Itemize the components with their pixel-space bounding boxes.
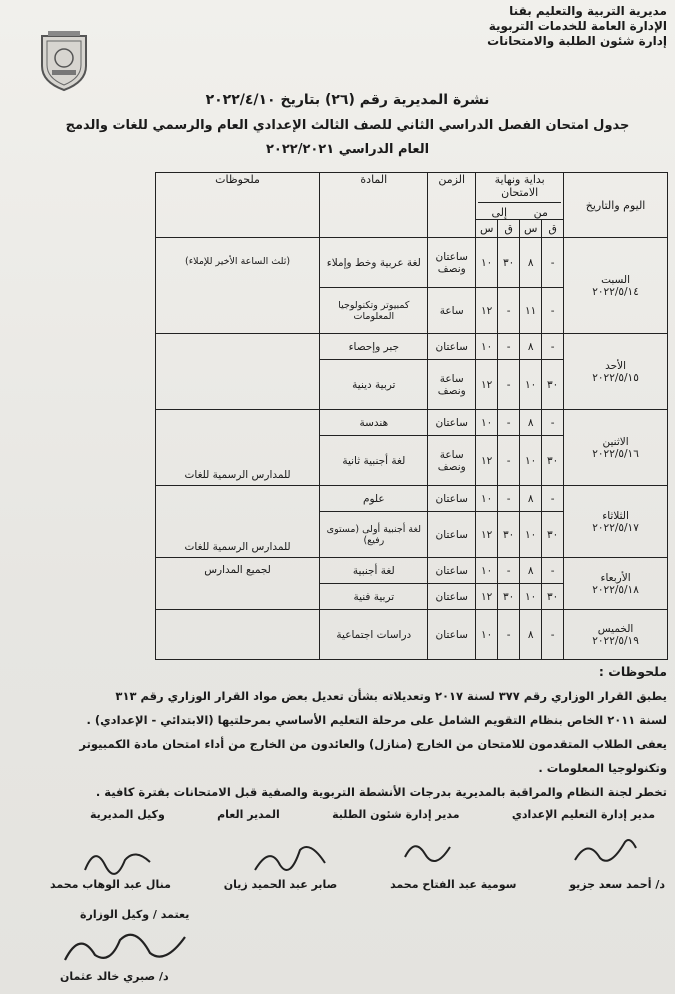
header-time: الزمن	[428, 173, 476, 238]
day-date: ٢٠٢٢/٥/١٤	[592, 285, 639, 298]
note-line: يعفى الطلاب المتقدمون للامتحان من الخارج (منازل) والعائدون من الخارج من أداء امتحان مادة الكمبيوتر	[79, 737, 667, 751]
duration: ساعتان	[428, 410, 476, 436]
subject: دراسات اجتماعية	[320, 610, 428, 660]
to-s: ١٠	[476, 238, 498, 288]
header-to: إلى	[491, 206, 508, 219]
day-cell	[564, 410, 668, 486]
to-q: ٣٠	[498, 584, 520, 610]
day-cell	[564, 334, 668, 410]
note-line: لسنة ٢٠١١ الخاص بنظام التقويم الشامل على مرحلة التعليم الأساسي بمرحلتيها (الابتدائي - الإعدادي) .	[86, 713, 667, 727]
from-q: -	[542, 410, 564, 436]
signer-name: منال عبد الوهاب محمد	[50, 878, 171, 891]
from-q: ٣٠	[542, 360, 564, 410]
note-line: وتكنولوجيا المعلومات .	[538, 761, 667, 775]
page-title: جدول امتحان الفصل الدراسي الثاني للصف الثالث الإعدادي العام والرسمي للغات والدمج	[65, 118, 630, 133]
table-row	[23, 610, 668, 660]
from-q: -	[542, 486, 564, 512]
duration: ساعة	[428, 288, 476, 334]
title-block	[40, 92, 655, 157]
note: للمدارس الرسمية للغات	[155, 410, 320, 486]
to-q: -	[498, 410, 520, 436]
from-s: ١٠	[520, 584, 542, 610]
title-deputy: وكيل المديرية	[90, 808, 165, 821]
from-s: ١٠	[520, 360, 542, 410]
subject: تربية فنية	[320, 584, 428, 610]
duration: ساعة ونصف	[428, 360, 476, 410]
ministry-emblem-icon	[38, 30, 90, 92]
duration: ساعتان	[428, 486, 476, 512]
subject: تربية دينية	[320, 360, 428, 410]
subject: لغة عربية وخط وإملاء	[320, 238, 428, 288]
day-date: ٢٠٢٢/٥/١٨	[592, 583, 639, 596]
day-name: الثلاثاء	[602, 509, 629, 522]
day-name: السبت	[601, 273, 631, 286]
from-q: -	[542, 334, 564, 360]
note	[155, 334, 320, 410]
signer-name: د/ أحمد سعد جزيو	[569, 878, 665, 891]
to-q: -	[498, 436, 520, 486]
day-cell	[564, 238, 668, 334]
header-from-q: ق	[542, 220, 564, 238]
from-s: ٨	[520, 486, 542, 512]
from-q: -	[542, 558, 564, 584]
from-s: ٨	[520, 238, 542, 288]
duration: ساعتان	[428, 512, 476, 558]
to-q: ٣٠	[498, 238, 520, 288]
table-row	[23, 486, 668, 512]
duration: ساعتان	[428, 584, 476, 610]
day-date: ٢٠٢٢/٥/١٥	[592, 371, 639, 384]
note: للمدارس الرسمية للغات	[155, 486, 320, 558]
day-date: ٢٠٢٢/٥/١٦	[592, 447, 639, 460]
table-row	[23, 558, 668, 584]
from-q: ٣٠	[542, 512, 564, 558]
title-general-director: المدير العام	[217, 808, 280, 821]
from-s: ١١	[520, 288, 542, 334]
day-cell	[564, 486, 668, 558]
academic-year: العام الدراسي ٢٠٢٢/٢٠٢١	[265, 142, 430, 157]
day-cell	[564, 610, 668, 660]
from-s: ١٠	[520, 436, 542, 486]
header-day: اليوم والتاريخ	[564, 173, 668, 238]
day-cell	[564, 558, 668, 610]
subject: هندسة	[320, 410, 428, 436]
table-row	[23, 410, 668, 436]
signature-scribble-icon	[400, 832, 460, 867]
subject: لغة أجنبية	[320, 558, 428, 584]
header-start-end	[476, 173, 564, 220]
signature-scribble-icon	[570, 830, 640, 870]
signature-scribble-icon	[250, 835, 330, 880]
notes-section	[10, 660, 667, 804]
to-q: -	[498, 486, 520, 512]
day-name: الأحد	[605, 359, 627, 372]
header-start-end-label: بداية ونهاية الامتحان	[478, 173, 561, 203]
to-s: ١٠	[476, 486, 498, 512]
subject: كمبيوتر وتكنولوجيا المعلومات	[320, 288, 428, 334]
day-name: الخميس	[597, 622, 634, 635]
table-row	[23, 238, 668, 288]
duration: ساعتان ونصف	[428, 238, 476, 288]
signer-name: صابر عبد الحميد زيان	[223, 878, 338, 891]
to-q: -	[498, 610, 520, 660]
duration: ساعة ونصف	[428, 436, 476, 486]
to-q: -	[498, 360, 520, 410]
signature-scribble-icon	[60, 925, 200, 970]
title-students-director: مدير إدارة شئون الطلبة	[332, 808, 460, 821]
from-s: ٨	[520, 558, 542, 584]
from-q: ٣٠	[542, 584, 564, 610]
signer-name: سومية عبد الفتاح محمد	[390, 878, 517, 891]
to-s: ١٠	[476, 410, 498, 436]
note	[155, 610, 320, 660]
day-date: ٢٠٢٢/٥/١٩	[592, 634, 639, 647]
duration: ساعتان	[428, 334, 476, 360]
to-q: -	[498, 334, 520, 360]
from-q: -	[542, 610, 564, 660]
header-subject: المادة	[320, 173, 428, 238]
from-q: ٣٠	[542, 436, 564, 486]
header-notes: ملحوظات	[155, 173, 320, 238]
note-line: يطبق القرار الوزاري رقم ٣٧٧ لسنة ٢٠١٧ وتعديلاته بشأن تعديل بعض مواد القرار الوزاري رقم ٣١٣	[115, 689, 667, 703]
to-q: ٣٠	[498, 512, 520, 558]
from-s: ٨	[520, 410, 542, 436]
title-prep-director: مدير إدارة التعليم الإعدادي	[511, 808, 655, 821]
from-s: ٨	[520, 610, 542, 660]
signature-names	[50, 878, 665, 891]
directorate-header	[437, 4, 667, 49]
table-row	[23, 334, 668, 360]
to-s: ١٠	[476, 334, 498, 360]
day-date: ٢٠٢٢/٥/١٧	[592, 521, 639, 534]
from-q: -	[542, 238, 564, 288]
from-q: -	[542, 288, 564, 334]
signature-titles	[90, 808, 655, 821]
subject: لغة أجنبية أولى (مستوى رفيع)	[320, 512, 428, 558]
to-s: ١٢	[476, 512, 498, 558]
header-line-3: إدارة شئون الطلبة والامتحانات	[487, 34, 667, 48]
header-from-s: س	[520, 220, 542, 238]
notes-heading: ملحوظات :	[598, 664, 667, 679]
from-s: ١٠	[520, 512, 542, 558]
subject: علوم	[320, 486, 428, 512]
day-name: الأربعاء	[600, 571, 631, 584]
header-from: من	[533, 206, 548, 219]
note: (ثلث الساعة الأخير للإملاء)	[155, 238, 320, 334]
approval-label: يعتمد / وكيل الوزارة	[80, 908, 190, 921]
bulletin-number: نشرة المديرية رقم (٢٦) بتاريخ ٢٠٢٢/٤/١٠	[205, 92, 490, 108]
to-q: -	[498, 558, 520, 584]
to-q: -	[498, 288, 520, 334]
header-to-s: س	[476, 220, 498, 238]
day-name: الاثنين	[602, 435, 629, 448]
note: لجميع المدارس	[155, 558, 320, 610]
to-s: ١٠	[476, 558, 498, 584]
from-s: ٨	[520, 334, 542, 360]
to-s: ١٢	[476, 584, 498, 610]
to-s: ١٠	[476, 610, 498, 660]
to-s: ١٢	[476, 360, 498, 410]
header-line-1: مديرية التربية والتعليم بقنا	[509, 4, 667, 18]
subject: لغة أجنبية ثانية	[320, 436, 428, 486]
header-line-2: الإدارة العامة للخدمات التربوية	[488, 19, 667, 33]
to-s: ١٢	[476, 436, 498, 486]
duration: ساعتان	[428, 558, 476, 584]
duration: ساعتان	[428, 610, 476, 660]
exam-schedule-table	[22, 172, 668, 660]
signature-scribble-icon	[80, 840, 160, 880]
subject: جبر وإحصاء	[320, 334, 428, 360]
minister-deputy-name: د/ صبري خالد عثمان	[60, 970, 169, 983]
header-to-q: ق	[498, 220, 520, 238]
to-s: ١٢	[476, 288, 498, 334]
note-line: تخطر لجنة النظام والمراقبة بالمديرية بدرجات الأنشطة التربوية والصفية قبل الامتحانات بفترة كافية .	[95, 785, 667, 799]
